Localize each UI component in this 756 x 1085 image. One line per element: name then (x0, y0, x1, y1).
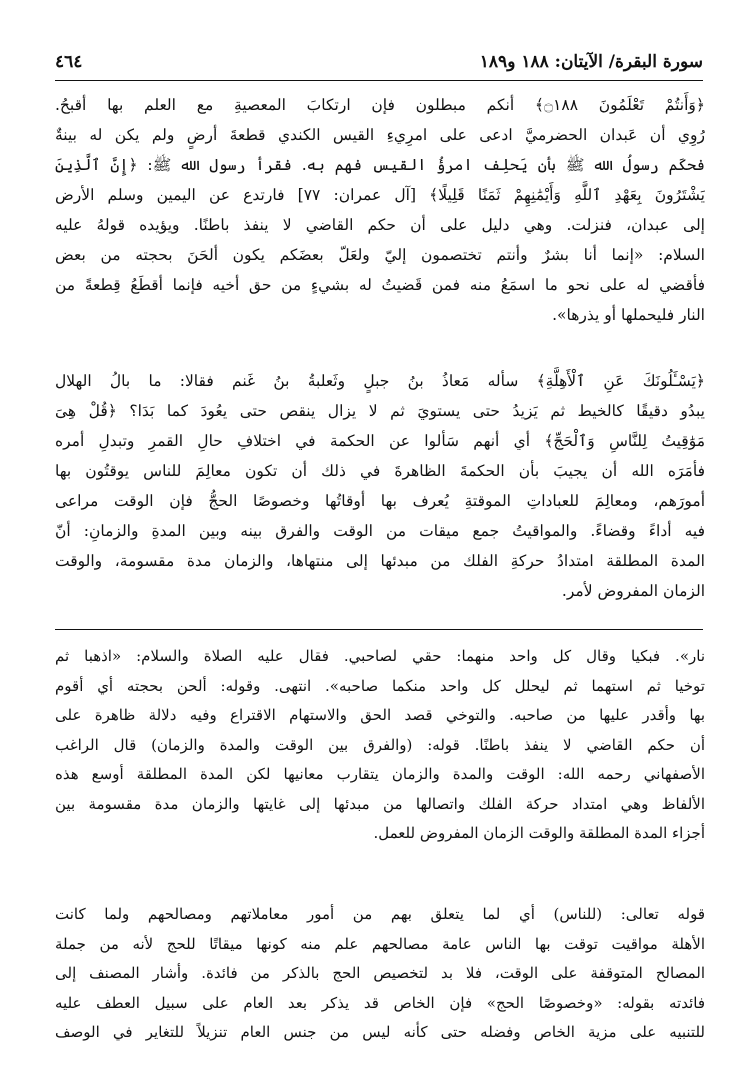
text-line: قوله تعالى: (للناس) أي لما يتعلق بهم من أمور معاملاتهم ومصالحهم ولما كانت (55, 905, 705, 923)
footnote-divider (55, 629, 703, 630)
commentary-paragraph-2 (55, 366, 705, 606)
text-line: ﴿يَسْـَٔلُونَكَ عَنِ ٱلْأَهِلَّةِ﴾ سأله مَعاذُ بنُ جبلٍ وثَعلبةُ بنُ غَنم فقالا: ما بالُ الهلال (55, 372, 705, 390)
text-line: الأصفهاني رحمه الله: الوقت والمدة والزمان يتقارب معانيها لكن المدة المطلقة أوسع هذه (55, 765, 705, 783)
text-line: فحكَم رسولُ الله ﷺ بأن يَحلِف امرؤُ القيس فهم به. فقرأ رسول الله ﷺ: ﴿إِنَّ ٱلَّذِينَ (55, 156, 705, 174)
text-line: إلى عبدان، فنزلت. وهي دليل على أن حكم القاضي لا ينفذ باطنًا. ويؤيده قولهُ عليه (55, 216, 705, 234)
text-line: مَوَٰقِيتُ لِلنَّاسِ وَٱلْحَجِّ﴾ أي أنهم سَألوا عن الحكمة في اختلافِ حالِ القمرِ وتبدلِ أمره (55, 432, 705, 450)
text-line: رُوِي أن عَبدان الحضرميَّ ادعى على امرِيءِ القيس الكندي قطعةَ أرضٍ ولم يكن له بينةٌ (55, 126, 705, 144)
page-header (55, 40, 703, 81)
text-line: بها وأقدر عليها من صاحبه. والتوخي قصد الحق والاستهام الاقتراع وفيه دلالة ظاهرة على (55, 706, 705, 724)
text-line: الألفاظ وهي امتداد حركة الفلك واتصالها من مبدئها إلى غايتها والزمان مدة مقسومة بين (55, 794, 705, 813)
text-line: الأهلة مواقيت توقت بها الناس عامة مصالحهم علم منه كونها ميقاتًا للحج لأنه من جملة (55, 934, 705, 953)
text-line: فائدته بقوله: «وخصوصًا الحج» فإن الخاص قد يذكر بعد العام على سبيل العطف عليه (55, 993, 705, 1012)
text-line: ﴿وَأَنتُمْ تَعْلَمُونَ ۝١٨٨﴾ أنكم مبطلون فإن ارتكابَ المعصيةِ مع العلم بها أقبحُ. (55, 96, 705, 114)
text-line: النار فليحملها أو يذرها». (552, 306, 705, 324)
footnote-paragraph-1 (55, 642, 705, 849)
text-line: أمورَهم، ومعالِمَ للعباداتِ الموقتةِ يُعرف بها أوقاتُها وخصوصًا الحجُّ فإن الوقت مراعى (55, 492, 705, 510)
text-line: المدة المطلقة امتدادُ حركةِ الفلك من مبدئها إلى منتهاها، والزمان مدة مقسومة، والوقت (55, 552, 705, 570)
footnote-paragraph-2 (55, 900, 705, 1048)
text-line: يبدُو دقيقًا كالخيط ثم يَزيدُ حتى يستويَ ثم لا يزال ينقص حتى يعُودَ كما بَدَا؟ ﴿قُلْ هِىَ (55, 402, 705, 420)
text-line: أن حكم القاضي لا ينفذ باطنًا. قوله: (والفرق بين الوقت والمدة والزمان) قال الراغب (55, 735, 705, 754)
page-number: ٤٦٤ (55, 52, 83, 72)
text-line: نار». فبكيا وقال كل واحد منهما: حقي لصاحبي. فقال عليه الصلاة والسلام: «اذهبا ثم (55, 647, 705, 665)
commentary-paragraph-1 (55, 90, 705, 330)
text-line: السلام: «إنما أنا بشرٌ وأنتم تختصمون إليّ ولعَلّ بعضَكم يكون ألحَنَ بحجته من بعض (55, 246, 705, 264)
text-line: توخيا ثم استهما ثم ليحلل كل واحد منكما صاحبه». انتهى. وقوله: ألحن بحجته أي أقوم (55, 676, 705, 695)
text-line: المصالح المتوقفة على الوقت، فلا بد لتخصيص الحج بالذكر من فائدة. وأشار المصنف إلى (55, 964, 705, 982)
text-line: الزمان المفروض لأمر. (561, 582, 705, 600)
text-line: يَشْتَرُونَ بِعَهْدِ ٱللَّهِ وَأَيْمَٰنِهِمْ ثَمَنًا قَلِيلًا﴾ [آل عمران: ٧٧] فارتدع عن اليمين وسلم الأرض (55, 186, 705, 204)
text-line: للتنبيه على مزية الخاص وفضله حتى كأنه ليس من جنس العام تنزيلاً للتغاير في الوصف (55, 1023, 705, 1041)
surah-title: سورة البقرة/ الآيتان: ١٨٨ و١٨٩ (479, 52, 703, 72)
text-line: أجزاء المدة المطلقة والوقت الزمان المفروض للعمل. (373, 824, 705, 842)
text-line: فيه أداءً وقضاءً. والمواقيتُ جمع ميقات من الوقت والفرق بينه وبين المدةِ والزمانِ: أنّ (55, 522, 705, 540)
text-line: فأقضي له على نحو ما اسمَعُ منه فمن قَضيتُ له بشيءٍ من حق أخيه فإنما أقطَعُ قِطعةً من (55, 276, 705, 294)
text-line: فأمَرَه الله أن يجيبَ بأن الحكمةَ الظاهرةَ في ذلك أن تكون معالِمَ للناس يوقتُون بها (55, 462, 705, 480)
